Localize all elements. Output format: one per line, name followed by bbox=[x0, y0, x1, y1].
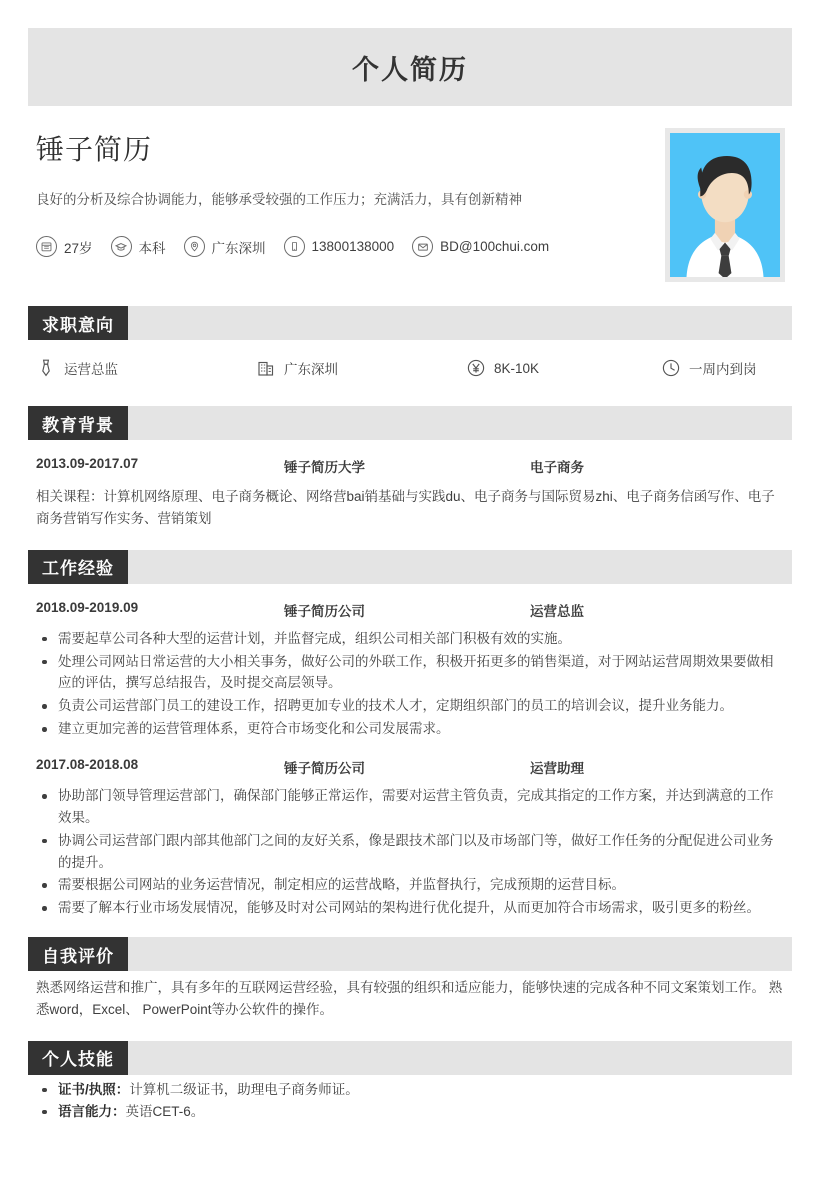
person-name: 锤子简历 bbox=[36, 134, 153, 165]
phone-icon bbox=[284, 236, 305, 257]
section-title-personal-skills: 个人技能 bbox=[28, 1041, 128, 1075]
intent-position-value: 运营总监 bbox=[64, 362, 118, 377]
list-item: 建立更加完善的运营管理体系，更符合市场变化和公司发展需求。 bbox=[36, 718, 786, 740]
education-entry-head bbox=[28, 440, 792, 480]
education-major: 电子商务 bbox=[530, 460, 584, 475]
skill-label: 语言能力： bbox=[58, 1103, 126, 1119]
envelope-icon bbox=[412, 236, 433, 257]
document-title-band bbox=[28, 28, 792, 106]
section-header-education bbox=[28, 406, 792, 440]
education-courses: 相关课程：计算机网络原理、电子商务概论、网络营bai销基础与实践du、电子商务与国际贸易zhi、电子商务信函写作、电子商务营销写作实务、营销策划 bbox=[36, 489, 775, 526]
education-entry bbox=[28, 440, 792, 532]
contact-email bbox=[412, 236, 549, 257]
work-date: 2018.09-2019.09 bbox=[36, 599, 139, 615]
contact-location-value: 广东深圳 bbox=[211, 240, 266, 256]
graduation-cap-icon bbox=[111, 236, 132, 257]
contact-location bbox=[184, 236, 266, 257]
personal-skills-list bbox=[28, 1079, 792, 1123]
section-header-work-experience bbox=[28, 550, 792, 584]
list-item bbox=[36, 1079, 786, 1101]
clock-icon bbox=[661, 358, 681, 378]
self-evaluation-text: 熟悉网络运营和推广，具有多年的互联网运营经验，具有较强的组织和适应能力，能够快速的完成各种不同文案策划工作。 熟悉word，Excel、 PowerPoint等办公软件的操作。 bbox=[36, 980, 783, 1018]
section-title-self-evaluation: 自我评价 bbox=[28, 937, 128, 971]
intent-availability-value: 一周内到岗 bbox=[689, 362, 757, 377]
section-title-work-experience: 工作经验 bbox=[28, 550, 128, 584]
list-item bbox=[36, 1101, 786, 1123]
list-item: 协调公司运营部门跟内部其他部门之间的友好关系，像是跟技术部门以及市场部门等，做好工作任务的分配促进公司业务的提升。 bbox=[36, 830, 786, 874]
identity-block bbox=[28, 106, 792, 288]
work-role: 运营助理 bbox=[530, 761, 584, 777]
page-title: 个人简历 bbox=[352, 54, 468, 85]
section-header-personal-skills bbox=[28, 1041, 792, 1075]
section-header-self-evaluation bbox=[28, 937, 792, 971]
intent-position bbox=[36, 358, 256, 378]
profile-tagline: 良好的分析及综合协调能力，能够承受较强的工作压力；充满活力，具有创新精神 bbox=[36, 192, 522, 207]
education-date: 2013.09-2017.07 bbox=[36, 456, 139, 471]
intent-salary bbox=[466, 358, 661, 378]
job-intention-row bbox=[28, 340, 792, 388]
work-entry bbox=[28, 741, 792, 919]
work-entry-head bbox=[28, 741, 792, 781]
work-date: 2017.08-2018.08 bbox=[36, 757, 139, 773]
contact-age-value: 27岁 bbox=[64, 240, 93, 256]
necktie-icon bbox=[36, 358, 56, 378]
contact-row bbox=[36, 236, 665, 257]
section-header-job-intention bbox=[28, 306, 792, 340]
identity-text bbox=[28, 128, 665, 257]
work-role: 运营总监 bbox=[530, 603, 584, 619]
intent-city-value: 广东深圳 bbox=[284, 362, 338, 377]
building-icon bbox=[256, 358, 276, 378]
contact-education bbox=[111, 236, 166, 257]
skill-value: 英语CET-6。 bbox=[125, 1103, 205, 1119]
work-entry-head bbox=[28, 584, 792, 624]
skill-label: 证书/执照： bbox=[58, 1081, 130, 1097]
list-item: 需要根据公司网站的业务运营情况，制定相应的运营战略，并监督执行，完成预期的运营目标。 bbox=[36, 874, 786, 896]
yen-circle-icon bbox=[466, 358, 486, 378]
intent-salary-value: 8K-10K bbox=[494, 360, 540, 376]
education-school: 锤子简历大学 bbox=[284, 460, 365, 475]
section-title-education: 教育背景 bbox=[28, 406, 128, 440]
intent-city bbox=[256, 358, 466, 378]
contact-phone-value: 13800138000 bbox=[311, 239, 395, 255]
list-item: 负责公司运营部门员工的建设工作，招聘更加专业的技术人才，定期组织部门的员工的培训会议，提升业务能力。 bbox=[36, 695, 786, 717]
location-pin-icon bbox=[184, 236, 205, 257]
work-duty-list bbox=[28, 785, 792, 919]
list-item: 处理公司网站日常运营的大小相关事务，做好公司的外联工作，积极开拓更多的销售渠道，对于网站运营周期效果要做相应的评估，撰写总结报告，及时提交高层领导。 bbox=[36, 651, 786, 695]
intent-availability bbox=[661, 358, 757, 378]
work-entry bbox=[28, 584, 792, 740]
calendar-icon bbox=[36, 236, 57, 257]
resume-page bbox=[0, 28, 820, 1188]
contact-email-value: BD@100chui.com bbox=[440, 239, 550, 255]
list-item: 需要起草公司各种大型的运营计划，并监督完成，组织公司相关部门积极有效的实施。 bbox=[36, 628, 786, 650]
avatar bbox=[665, 128, 785, 282]
section-title-job-intention: 求职意向 bbox=[28, 306, 128, 340]
list-item: 协助部门领导管理运营部门，确保部门能够正常运作，需要对运营主管负责，完成其指定的工作方案，并达到满意的工作效果。 bbox=[36, 785, 786, 829]
contact-age bbox=[36, 236, 93, 257]
list-item: 需要了解本行业市场发展情况，能够及时对公司网站的架构进行优化提升，从而更加符合市场需求，吸引更多的粉丝。 bbox=[36, 897, 786, 919]
work-company: 锤子简历公司 bbox=[284, 761, 365, 777]
work-duty-list bbox=[28, 628, 792, 740]
contact-education-value: 本科 bbox=[138, 240, 166, 256]
work-company: 锤子简历公司 bbox=[284, 603, 365, 619]
contact-phone bbox=[284, 236, 395, 257]
skill-value: 计算机二级证书，助理电子商务师证。 bbox=[129, 1081, 359, 1097]
